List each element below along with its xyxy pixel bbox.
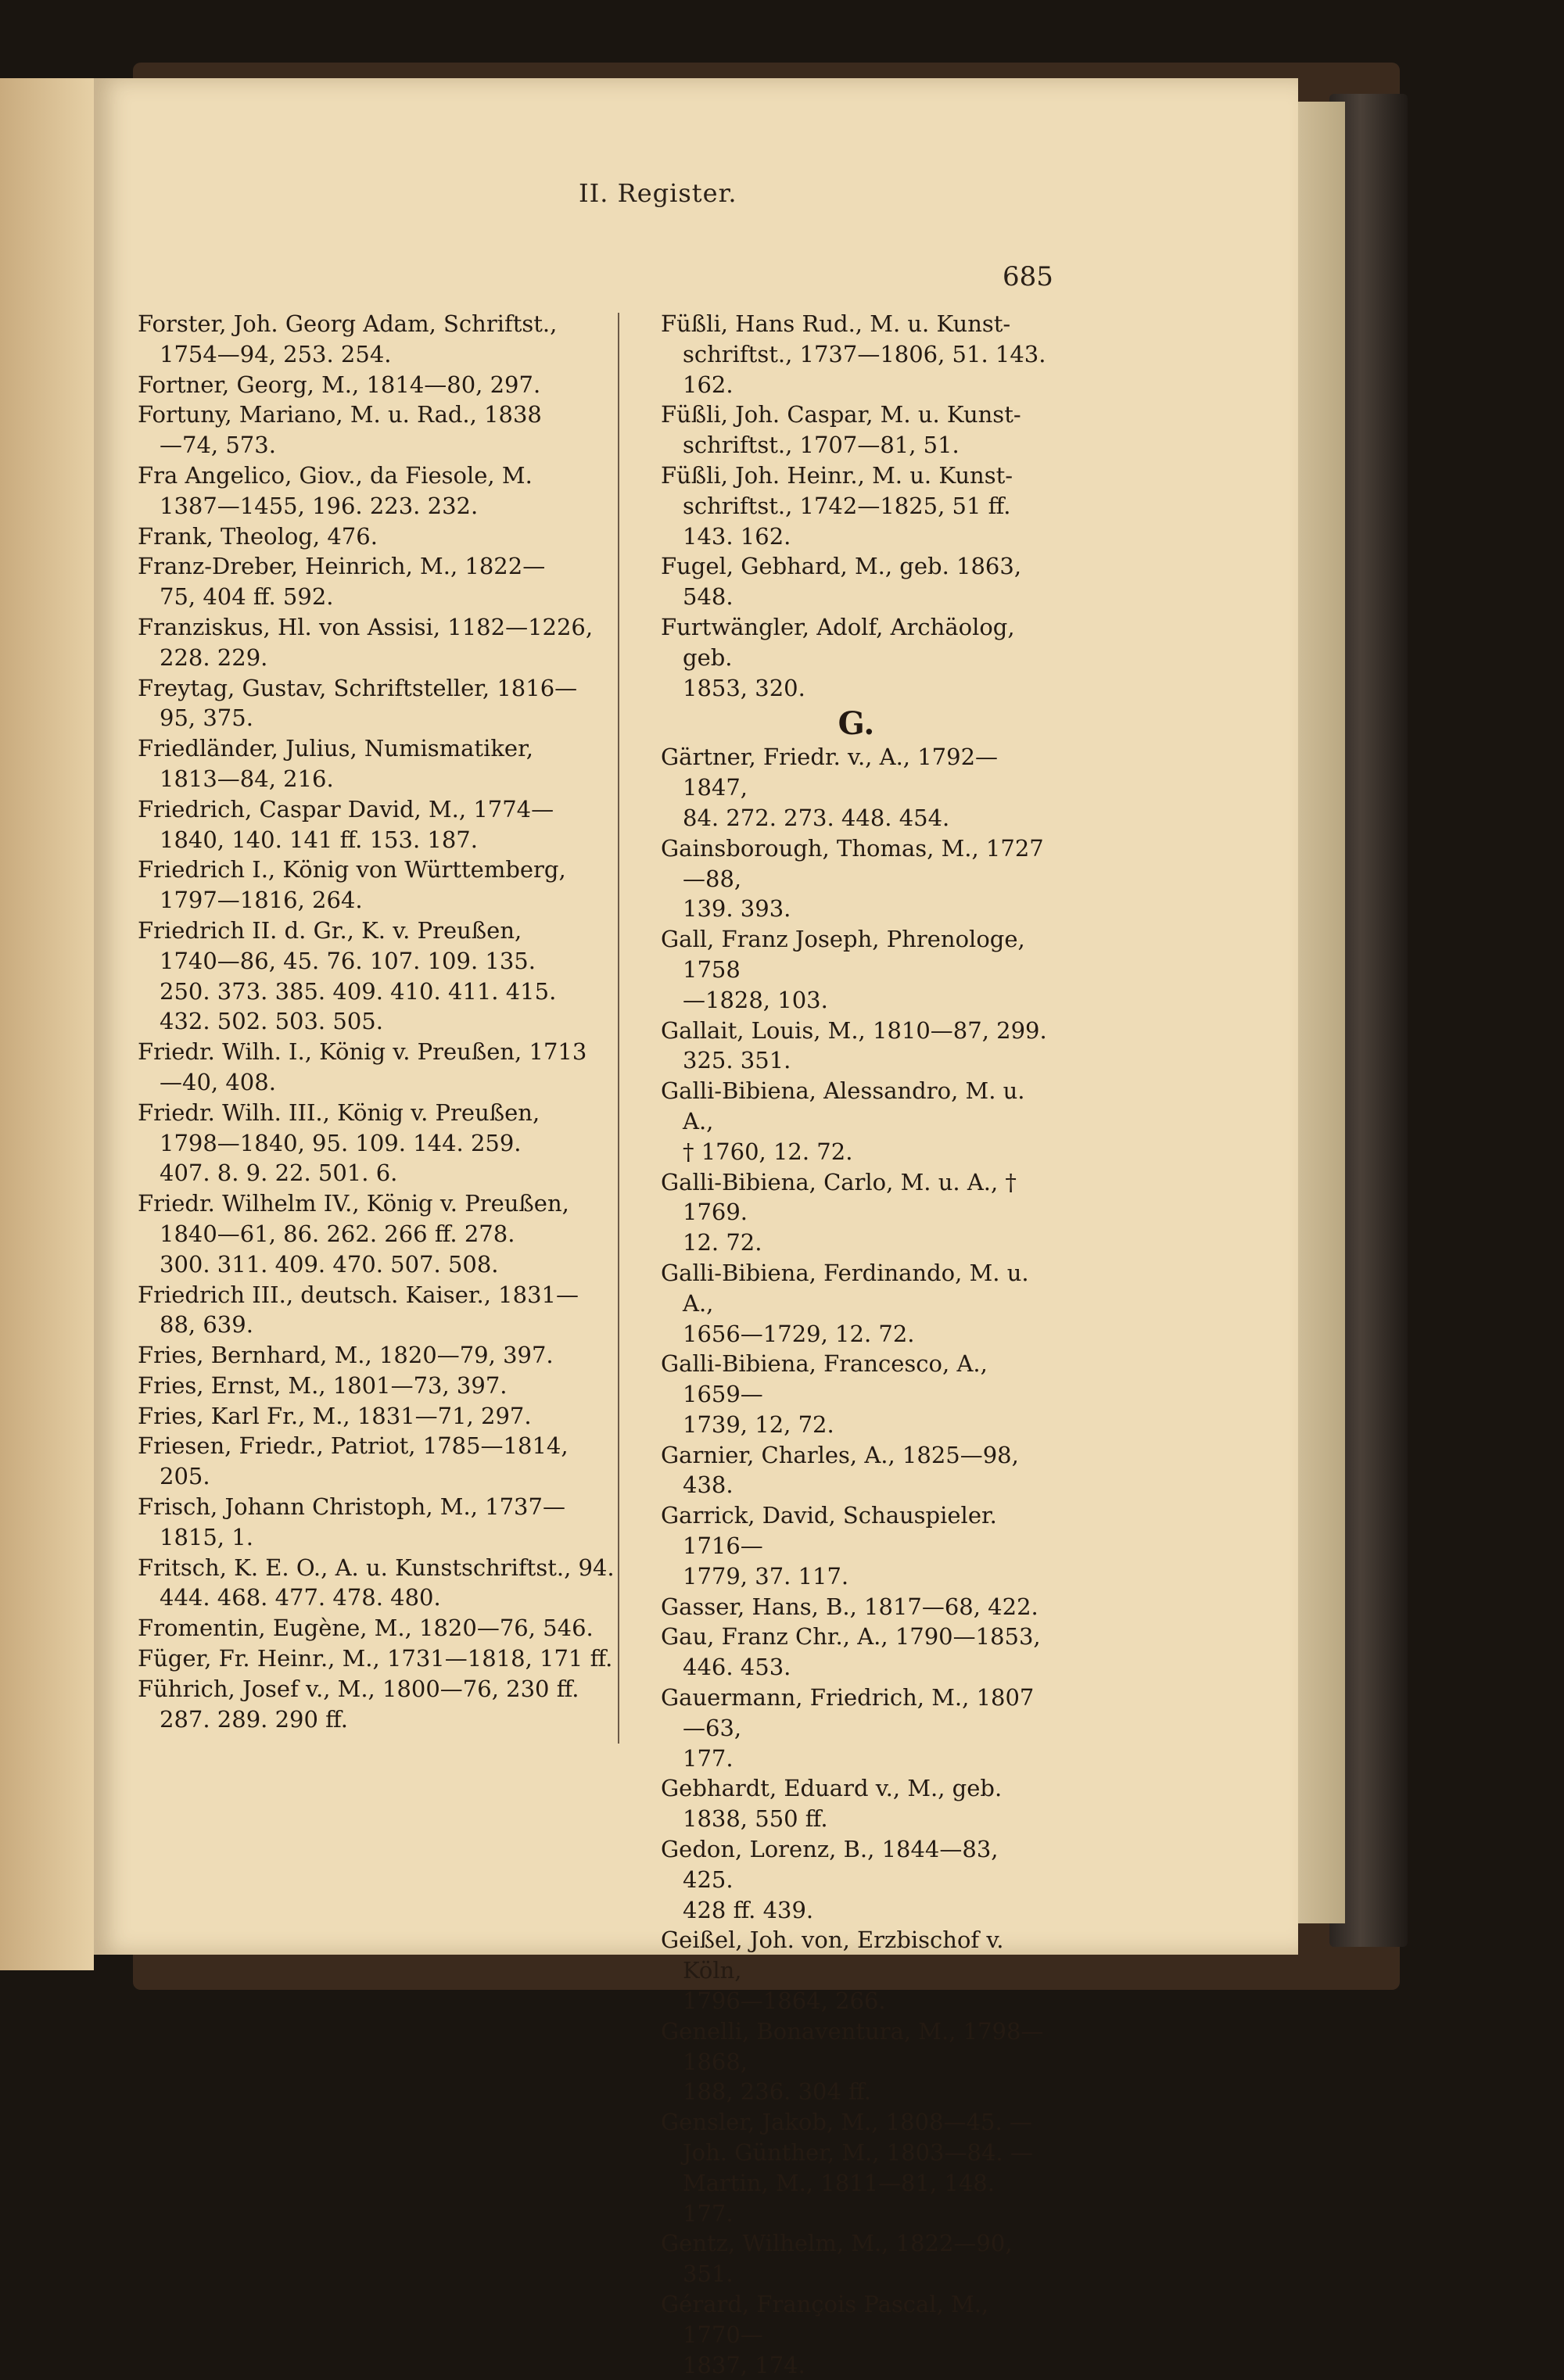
index-entry: Geißel, Joh. von, Erzbischof v. Köln, 1796—1864, 266. — [661, 1927, 1004, 2015]
index-entry: Franziskus, Hl. von Assisi, 1182—1226, 228. 229. — [138, 613, 594, 671]
index-entry: Gall, Franz Joseph, Phrenologe, 1758 —1828, 103. — [661, 926, 1025, 1013]
index-entry: Friedr. Wilhelm IV., König v. Preußen, 1840—61, 86. 262. 266 ff. 278. 300. 311. 409. 470. 507. 508. — [138, 1190, 569, 1278]
index-entry: Friedrich I., König von Württemberg, 1797—1816, 264. — [138, 856, 566, 914]
index-entry: Fra Angelico, Giov., da Fiesole, M. 1387—1455, 196. 223. 232. — [138, 461, 533, 519]
index-entry: Gau, Franz Chr., A., 1790—1853, 446. 453. — [661, 1623, 1041, 1681]
index-entry: Forster, Joh. Georg Adam, Schriftst., 1754—94, 253. 254. — [138, 310, 558, 367]
index-entry: Friedr. Wilh. I., König v. Preußen, 1713 —40, 408. — [138, 1038, 587, 1095]
index-entry: Galli-Bibiena, Alessandro, M. u. A., † 1760, 12. 72. — [661, 1077, 1025, 1165]
facing-page-edge — [0, 78, 94, 1970]
index-entry: Galli-Bibiena, Carlo, M. u. A., † 1769. 12. 72. — [661, 1168, 1017, 1256]
index-entry: Friedrich, Caspar David, M., 1774— 1840, 140. 141 ff. 153. 187. — [138, 795, 554, 853]
index-entry: Friedrich III., deutsch. Kaiser., 1831— 88, 639. — [138, 1281, 579, 1339]
index-entry: Gauermann, Friedrich, M., 1807—63, 177. — [661, 1684, 1035, 1772]
column-divider — [618, 313, 619, 1744]
index-entry: Füßli, Joh. Heinr., M. u. Kunst- schriftst., 1742—1825, 51 ff. 143. 162. — [661, 461, 1013, 550]
index-entry: Gentz, Wilhelm, M., 1822—90, 351. — [661, 2230, 1020, 2288]
index-entry: Füßli, Hans Rud., M. u. Kunst- schriftst., 1737—1806, 51. 143. 162. — [661, 310, 1046, 398]
index-entry: Gallait, Louis, M., 1810—87, 299. 325. 351. — [661, 1016, 1047, 1074]
index-entry: Franz-Dreber, Heinrich, M., 1822— 75, 404 ff. 592. — [138, 553, 546, 611]
index-entry: Fromentin, Eugène, M., 1820—76, 546. — [138, 1615, 594, 1642]
index-entry: Fugel, Gebhard, M., geb. 1863, 548. — [661, 553, 1029, 611]
index-entry: Gärtner, Friedr. v., A., 1792—1847, 84. 272. 273. 448. 454. — [661, 744, 999, 831]
page-number: 685 — [1003, 261, 1053, 292]
index-entry: Friesen, Friedr., Patriot, 1785—1814, 205. — [138, 1432, 569, 1490]
index-entry: Füßli, Joh. Caspar, M. u. Kunst- schriftst., 1707—81, 51. — [661, 401, 1021, 459]
index-entry: Friedrich II. d. Gr., K. v. Preußen, 1740—86, 45. 76. 107. 109. 135. 250. 373. 385. 409. 410. 411. 415. 432. 502. 503. 505. — [138, 916, 557, 1035]
index-entry: Führich, Josef v., M., 1800—76, 230 ff. 287. 289. 290 ff. — [138, 1675, 579, 1733]
index-entry: Gainsborough, Thomas, M., 1727—88, 139. 393. — [661, 834, 1044, 923]
index-entry: Friedr. Wilh. III., König v. Preußen, 1798—1840, 95. 109. 144. 259. 407. 8. 9. 22. 501. 6. — [138, 1099, 540, 1187]
index-entry: Gensler, Jakob, M., 1808—45. — Joh. Günther, M., 1803—84. — Martin, M., 1811—81, 148. 177. — [661, 2109, 1033, 2227]
section-letter-heading: G. — [838, 705, 875, 743]
index-entry: Garrick, David, Schauspieler. 1716— 1779, 37. 117. — [661, 1502, 997, 1590]
index-entry: Gedon, Lorenz, B., 1844—83, 425. 428 ff. 439. — [661, 1836, 999, 1923]
index-entry: Genelli, Bonaventura, M., 1798—1868, 188, 236. 304 ff. — [661, 2017, 1044, 2106]
index-entry: Frank, Theolog, 476. — [138, 522, 378, 550]
index-entry: Freytag, Gustav, Schriftsteller, 1816— 95, 375. — [138, 674, 578, 732]
index-entry: Fritsch, K. E. O., A. u. Kunstschriftst., 94. 444. 468. 477. 478. 480. — [138, 1554, 615, 1611]
index-entry: Furtwängler, Adolf, Archäolog, geb. 1853, 320. — [661, 613, 1015, 701]
index-entry: Galli-Bibiena, Francesco, A., 1659— 1739, 12, 72. — [661, 1350, 988, 1438]
index-entry: Fortuny, Mariano, M. u. Rad., 1838 —74, 573. — [138, 401, 542, 459]
index-entry: Friedländer, Julius, Numismatiker, 1813—84, 216. — [138, 735, 533, 792]
index-entry: Garnier, Charles, A., 1825—98, 438. — [661, 1441, 1027, 1499]
left-column — [138, 309, 622, 1734]
index-entry: Galli-Bibiena, Ferdinando, M. u. A., 1656—1729, 12. 72. — [661, 1259, 1029, 1347]
index-entry: Gasser, Hans, B., 1817—68, 422. — [661, 1593, 1038, 1620]
right-column — [661, 309, 1052, 2380]
running-head: II. Register. — [579, 178, 737, 208]
index-entry: Gebhardt, Eduard v., M., geb. 1838, 550 ff. — [661, 1775, 1010, 1833]
index-entry: Fries, Bernhard, M., 1820—79, 397. — [138, 1342, 554, 1369]
index-entry: Füger, Fr. Heinr., M., 1731—1818, 171 ff. — [138, 1645, 613, 1672]
index-entry: Fries, Ernst, M., 1801—73, 397. — [138, 1371, 508, 1399]
index-entry: Gérard, François Pascal, M., 1770— 1837, 174. — [661, 2291, 989, 2378]
index-entry: Fries, Karl Fr., M., 1831—71, 297. — [138, 1402, 532, 1429]
index-entry: Frisch, Johann Christoph, M., 1737— 1815, 1. — [138, 1493, 565, 1550]
index-entry: Fortner, Georg, M., 1814—80, 297. — [138, 371, 541, 398]
